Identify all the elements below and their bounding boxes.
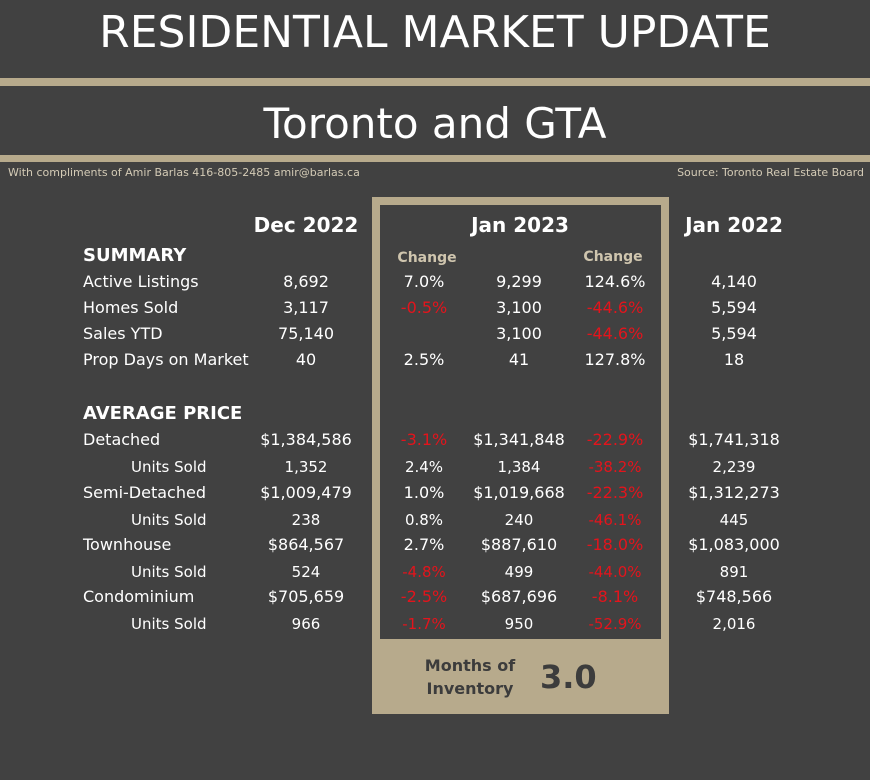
dec-2022-value: $864,567: [267, 535, 345, 554]
row-label: Semi-Detached: [83, 483, 206, 502]
jan-2023-value: 499: [504, 563, 534, 581]
change-1-value: 2.4%: [404, 458, 444, 476]
change-2-value: 127.8%: [584, 350, 646, 369]
jan-2023-value: 240: [504, 511, 534, 529]
change-1-value: -1.7%: [402, 615, 446, 633]
jan-2022-value: 445: [719, 511, 749, 529]
dec-2022-value: 40: [295, 350, 317, 369]
dec-2022-value: 1,352: [284, 458, 328, 476]
jan-2022-value: 2,016: [712, 615, 756, 633]
change-1-value: -2.5%: [400, 587, 448, 606]
change-1-value: -0.5%: [400, 298, 448, 317]
summary-heading: SUMMARY: [83, 245, 187, 266]
row-label: Active Listings: [83, 272, 199, 291]
row-label: Units Sold: [131, 511, 207, 529]
jan-2023-value: $887,610: [480, 535, 558, 554]
row-label: Prop Days on Market: [83, 350, 249, 369]
months-of-inventory-label-line2: Inventory: [426, 679, 514, 698]
jan-2022-value: 18: [723, 350, 745, 369]
title-divider: [0, 78, 870, 86]
jan-2022-value: 2,239: [712, 458, 756, 476]
row-label: Detached: [83, 430, 161, 449]
change-1-value: 2.5%: [403, 350, 445, 369]
months-of-inventory-label-line1: Months of: [424, 656, 516, 675]
row-label: Sales YTD: [83, 324, 163, 343]
months-of-inventory-label: [416, 654, 524, 700]
dec-2022-value: 3,117: [283, 298, 329, 317]
change-1-value: -3.1%: [400, 430, 448, 449]
change-2-value: -44.6%: [586, 324, 644, 343]
row-label: Condominium: [83, 587, 195, 606]
change-2-value: -44.6%: [586, 298, 644, 317]
dec-2022-value: $705,659: [267, 587, 345, 606]
change-2-value: -18.0%: [586, 535, 644, 554]
source-text: Source: Toronto Real Estate Board: [677, 166, 864, 179]
dec-2022-value: 8,692: [283, 272, 329, 291]
change-2-value: -38.2%: [588, 458, 642, 476]
jan-2023-value: $687,696: [480, 587, 558, 606]
change-1-value: 1.0%: [403, 483, 445, 502]
change-2-value: -52.9%: [588, 615, 642, 633]
dec-2022-value: 238: [291, 511, 321, 529]
jan-2022-value: 5,594: [711, 324, 757, 343]
row-label: Units Sold: [131, 458, 207, 476]
change-2-value: -22.9%: [586, 430, 644, 449]
jan-2023-value: $1,019,668: [473, 483, 565, 502]
row-label: Townhouse: [83, 535, 172, 554]
dec-2022-value: 75,140: [278, 324, 334, 343]
jan-2022-value: $748,566: [695, 587, 773, 606]
months-of-inventory-value: 3.0: [540, 658, 597, 696]
row-label: Units Sold: [131, 615, 207, 633]
change-header-2: Change: [583, 249, 643, 265]
jan-2023-value: 9,299: [496, 272, 542, 291]
jan-2022-value: 4,140: [711, 272, 757, 291]
jan-2023-value: 950: [504, 615, 534, 633]
jan-2022-value: $1,083,000: [688, 535, 780, 554]
change-2-value: 124.6%: [584, 272, 646, 291]
dec-2022-value: 966: [291, 615, 321, 633]
column-header-dec-2022: Dec 2022: [253, 213, 359, 237]
jan-2023-value: $1,341,848: [473, 430, 565, 449]
jan-2023-value: 3,100: [496, 298, 542, 317]
change-2-value: -46.1%: [588, 511, 642, 529]
page-subtitle: Toronto and GTA: [263, 99, 607, 148]
average-price-heading: AVERAGE PRICE: [83, 403, 243, 424]
change-1-value: 0.8%: [404, 511, 444, 529]
jan-2022-value: 891: [719, 563, 749, 581]
jan-2023-value: 41: [508, 350, 530, 369]
row-label: Units Sold: [131, 563, 207, 581]
credit-text: With compliments of Amir Barlas 416-805-2485 amir@barlas.ca: [8, 166, 360, 179]
row-label: Homes Sold: [83, 298, 179, 317]
jan-2023-value: 1,384: [497, 458, 541, 476]
page-title: RESIDENTIAL MARKET UPDATE: [99, 7, 771, 58]
dec-2022-value: 524: [291, 563, 321, 581]
change-header-1: Change: [397, 250, 457, 266]
jan-2022-value: $1,312,273: [688, 483, 780, 502]
change-2-value: -44.0%: [588, 563, 642, 581]
dec-2022-value: $1,009,479: [260, 483, 352, 502]
column-header-jan-2022: Jan 2022: [685, 213, 783, 237]
change-1-value: 2.7%: [403, 535, 445, 554]
change-2-value: -8.1%: [591, 587, 639, 606]
dec-2022-value: $1,384,586: [260, 430, 352, 449]
change-1-value: 7.0%: [403, 272, 445, 291]
change-2-value: -22.3%: [586, 483, 644, 502]
column-header-jan-2023: Jan 2023: [471, 213, 569, 237]
subtitle-divider: [0, 155, 870, 162]
jan-2022-value: $1,741,318: [688, 430, 780, 449]
jan-2023-value: 3,100: [496, 324, 542, 343]
jan-2022-value: 5,594: [711, 298, 757, 317]
change-1-value: -4.8%: [402, 563, 446, 581]
